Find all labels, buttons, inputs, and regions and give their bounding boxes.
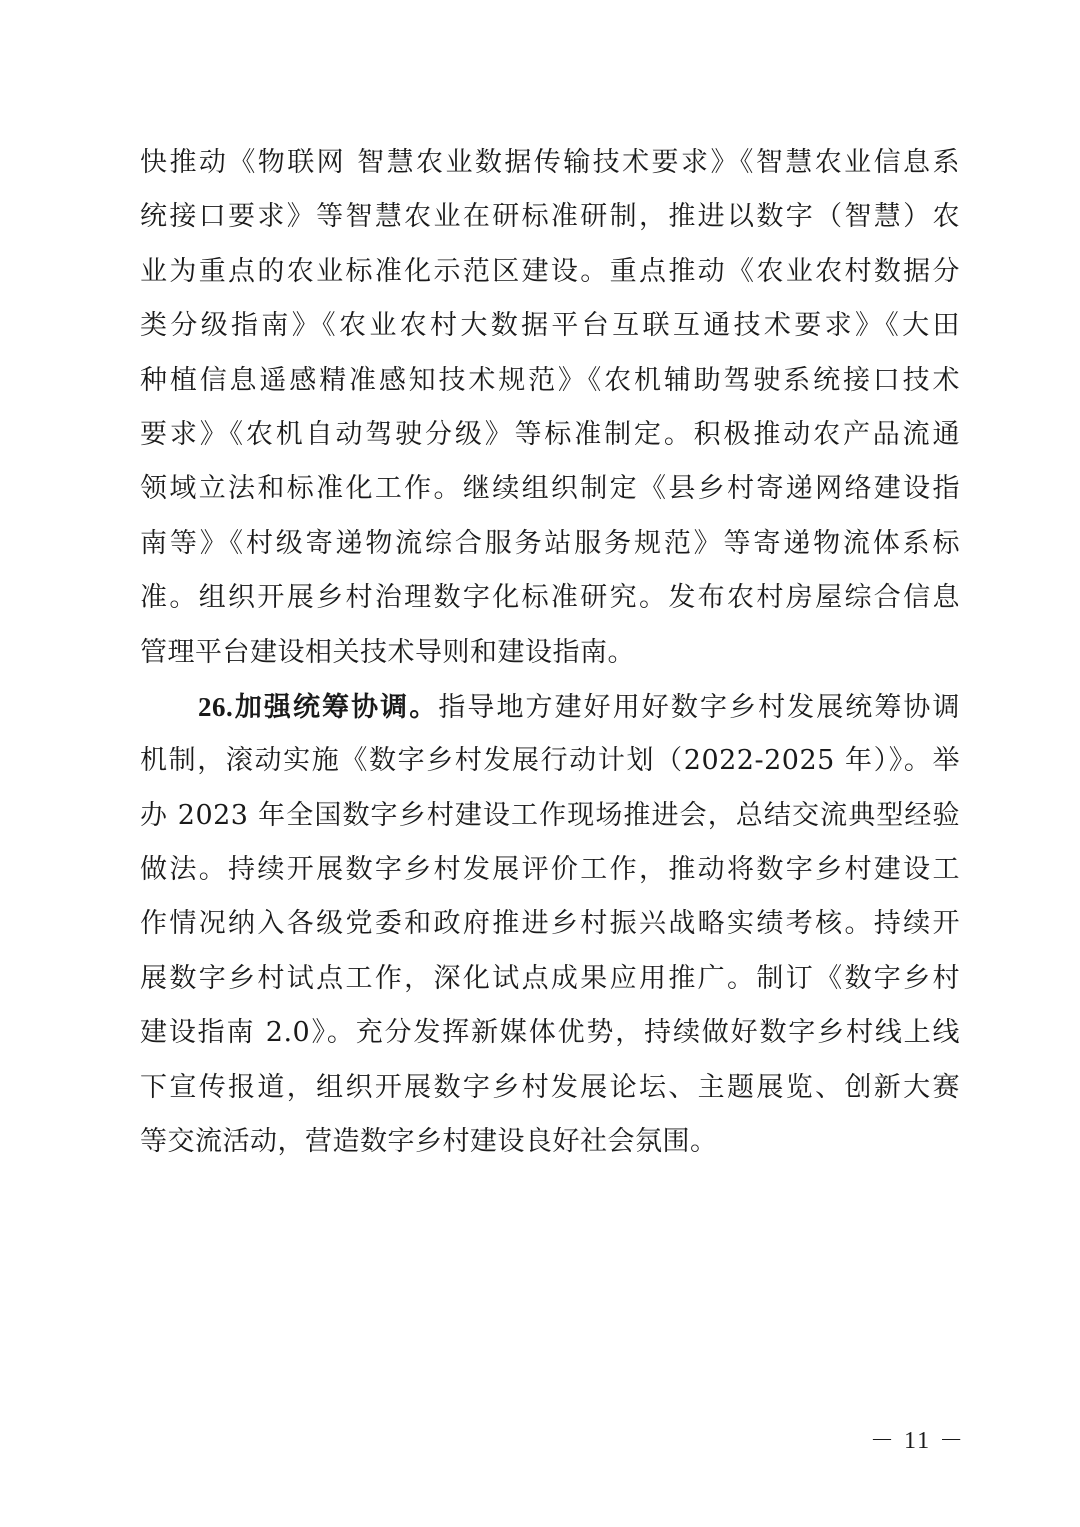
text-line: 要求》《农机自动驾驶分级》等标准制定。积极推动农产品流通: [140, 418, 960, 450]
text-line: 展数字乡村试点工作，深化试点成果应用推广。制订《数字乡村: [140, 962, 960, 994]
text-line: 南等》《村级寄递物流综合服务站服务规范》等寄递物流体系标: [140, 527, 960, 559]
text-line: 建设指南 2.0》。充分发挥新媒体优势，持续做好数字乡村线上线: [140, 1017, 960, 1049]
text-line: 下宣传报道，组织开展数字乡村发展论坛、主题展览、创新大赛: [140, 1071, 960, 1103]
text-line: 做法。持续开展数字乡村发展评价工作，推动将数字乡村建设工: [140, 854, 960, 886]
text-line: 业为重点的农业标准化示范区建设。重点推动《农业农村数据分: [140, 255, 960, 287]
section-heading: 26.加强统筹协调。: [198, 691, 439, 722]
heading-line-text: 指导地方建好用好数字乡村发展统筹协调: [438, 691, 961, 723]
text-line: 种植信息遥感精准感知技术规范》《农机辅助驾驶系统接口技术: [140, 364, 960, 396]
text-line: 作情况纳入各级党委和政府推进乡村振兴战略实绩考核。持续开: [140, 908, 960, 940]
text-line: 机制，滚动实施《数字乡村发展行动计划（2022-2025 年）》。举: [140, 745, 960, 777]
text-line: 等交流活动，营造数字乡村建设良好社会氛围。: [140, 1126, 718, 1158]
text-line: 准。组织开展乡村治理数字化标准研究。发布农村房屋综合信息: [140, 582, 960, 614]
text-line: 统接口要求》等智慧农业在研标准研制，推进以数字（智慧）农: [140, 201, 960, 233]
text-line: 管理平台建设相关技术导则和建设指南。: [140, 636, 635, 668]
body-text: [140, 136, 960, 1169]
page-number: － 11 －: [870, 1428, 966, 1454]
text-line: 领域立法和标准化工作。继续组织制定《县乡村寄递网络建设指: [140, 473, 960, 505]
text-line: 类分级指南》《农业农村大数据平台互联互通技术要求》《大田: [140, 310, 960, 342]
section-heading-line: [140, 680, 960, 734]
text-line: 办 2023 年全国数字乡村建设工作现场推进会，总结交流典型经验: [140, 799, 960, 831]
text-line: 快推动《物联网 智慧农业数据传输技术要求》《智慧农业信息系: [140, 147, 960, 178]
